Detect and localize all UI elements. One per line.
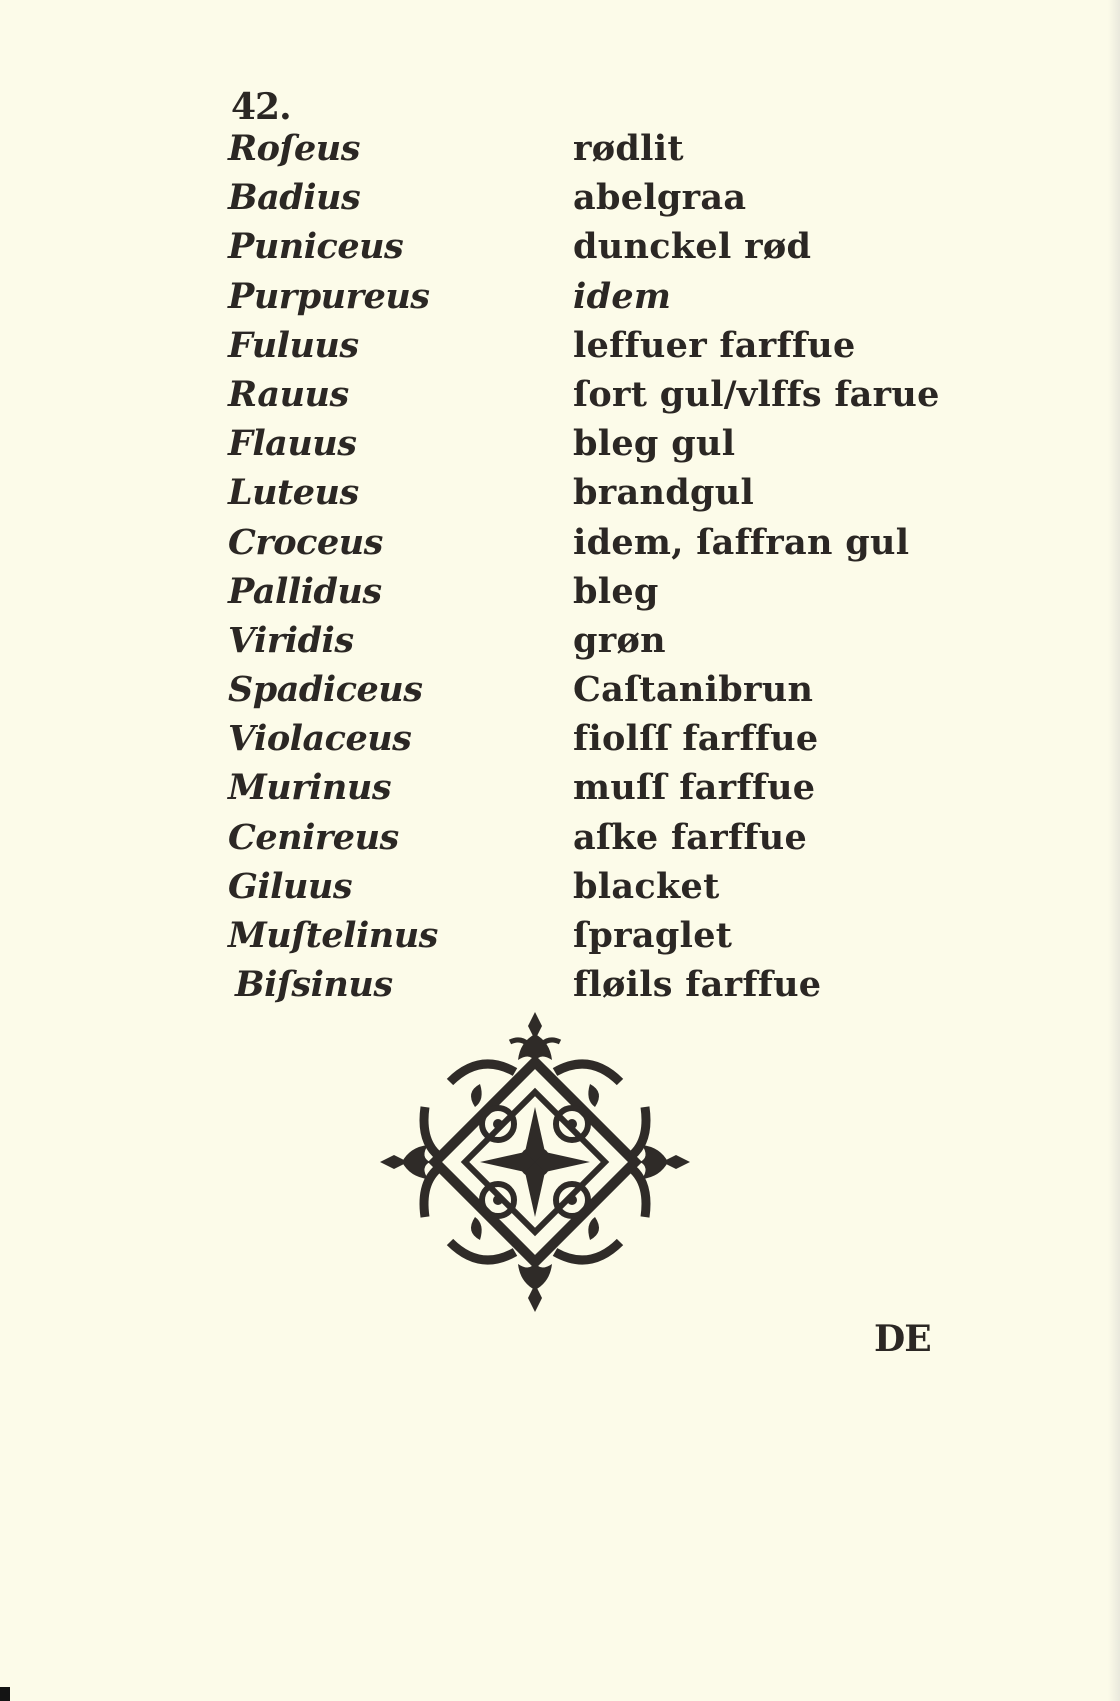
scan-corner-mark xyxy=(0,1687,10,1701)
latin-term: Flauus xyxy=(228,423,357,465)
list-item xyxy=(0,128,1120,177)
list-item xyxy=(0,964,1120,1013)
danish-term: fiolſſ farffue xyxy=(573,718,819,760)
danish-term: muſſ farffue xyxy=(573,767,816,809)
latin-term: Rauus xyxy=(228,373,349,415)
danish-term: rødlit xyxy=(573,128,684,169)
latin-term: Purpureus xyxy=(228,275,430,317)
latin-term: Muſtelinus xyxy=(228,915,438,956)
list-item xyxy=(0,620,1120,669)
danish-term: fløils farffue xyxy=(573,964,822,1006)
list-item xyxy=(0,866,1120,915)
list-item xyxy=(0,767,1120,816)
list-item xyxy=(0,817,1120,866)
list-item xyxy=(0,718,1120,767)
latin-term: Luteus xyxy=(228,472,359,514)
list-item xyxy=(0,522,1120,571)
danish-term: abelgraa xyxy=(573,177,747,219)
danish-term: dunckel rød xyxy=(573,226,812,268)
latin-term: Pallidus xyxy=(228,570,382,612)
danish-term: idem, ſaffran gul xyxy=(573,521,910,563)
list-item xyxy=(0,177,1120,226)
danish-term: Caſtanibrun xyxy=(573,669,814,711)
latin-term: Puniceus xyxy=(228,226,404,268)
list-item xyxy=(0,472,1120,521)
latin-term: Violaceus xyxy=(228,718,412,760)
latin-term: Fuluus xyxy=(228,324,359,366)
danish-term: idem xyxy=(573,275,672,317)
danish-term: grøn xyxy=(573,619,666,661)
latin-term: Badius xyxy=(228,177,361,219)
color-glossary-list xyxy=(0,128,1120,1013)
danish-term: bleg xyxy=(573,570,659,612)
danish-term: leffuer farffue xyxy=(573,324,856,366)
page-number: 42. xyxy=(231,86,291,128)
danish-term: ſpraglet xyxy=(573,915,733,956)
danish-term: brandgul xyxy=(573,472,755,514)
latin-term: Croceus xyxy=(228,521,383,563)
catchword: DE xyxy=(874,1318,931,1360)
latin-term: Cenireus xyxy=(228,816,399,858)
danish-term: bleg gul xyxy=(573,423,736,465)
list-item xyxy=(0,374,1120,423)
latin-term: Murinus xyxy=(228,767,392,809)
fleuron-ornament-icon xyxy=(380,1012,690,1312)
danish-term: aſke farffue xyxy=(573,816,808,858)
list-item xyxy=(0,325,1120,374)
list-item xyxy=(0,226,1120,275)
latin-term: Roſeus xyxy=(228,128,360,169)
list-item xyxy=(0,276,1120,325)
list-item xyxy=(0,571,1120,620)
danish-term: blacket xyxy=(573,865,720,907)
latin-term: Giluus xyxy=(228,865,353,907)
latin-term: Spadiceus xyxy=(228,669,423,711)
list-item xyxy=(0,423,1120,472)
danish-term: ſort gul/vlffs farue xyxy=(573,373,940,415)
list-item xyxy=(0,915,1120,964)
latin-term: Biſsinus xyxy=(235,964,393,1006)
latin-term: Viridis xyxy=(228,619,354,661)
list-item xyxy=(0,669,1120,718)
